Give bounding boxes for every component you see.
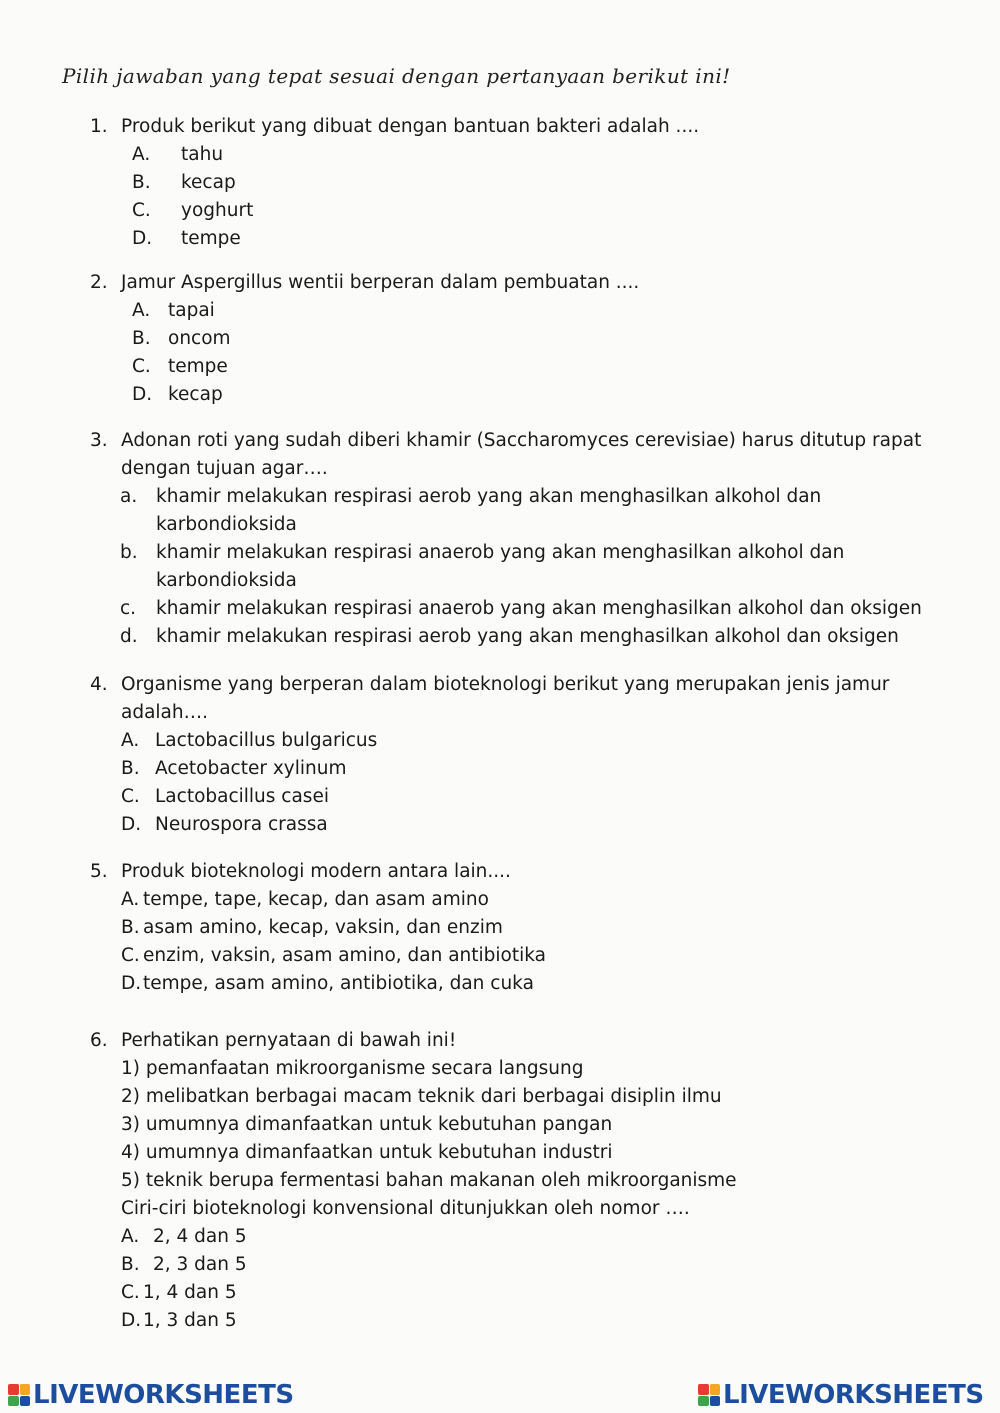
statement-3: 3) umumnya dimanfaatkan untuk kebutuhan pangan [121, 1114, 613, 1135]
question-number: 2. [90, 272, 108, 293]
option-text: Lactobacillus bulgaricus [155, 730, 378, 751]
option-text: 2, 4 dan 5 [153, 1226, 247, 1247]
answer-option-d[interactable] [90, 970, 950, 998]
option-text: asam amino, kecap, vaksin, dan enzim [143, 917, 503, 938]
answer-option-c[interactable] [90, 1279, 950, 1307]
stem-line: adalah…. [121, 702, 208, 723]
stem-line: Perhatikan pernyataan di bawah ini! [121, 1030, 457, 1051]
option-text: kecap [168, 384, 223, 405]
instruction-text: Pilih jawaban yang tepat sesuai dengan pertanyaan berikut ini! [62, 64, 731, 88]
answer-option-b[interactable] [90, 914, 950, 942]
statement-2: 2) melibatkan berbagai macam teknik dari berbagai disiplin ilmu [121, 1086, 722, 1107]
option-label: c. [120, 598, 137, 619]
option-label: C. [121, 786, 140, 807]
statement-5: 5) teknik berupa fermentasi bahan makanan oleh mikroorganisme [121, 1170, 737, 1191]
option-text: Neurospora crassa [155, 814, 328, 835]
answer-option-c[interactable] [90, 353, 950, 381]
option-text-line: khamir melakukan respirasi anaerob yang akan menghasilkan alkohol dan oksigen [156, 598, 922, 619]
question-6 [90, 1027, 950, 1335]
question-stem [90, 1027, 950, 1055]
option-label: A. [132, 300, 151, 321]
option-label: C. [121, 1282, 140, 1303]
option-text: tempe [168, 356, 228, 377]
option-label: d. [120, 626, 138, 647]
option-label: B. [121, 758, 140, 779]
option-text: 1, 3 dan 5 [143, 1310, 237, 1331]
stem-line: Jamur Aspergillus wentii berperan dalam pembuatan .... [121, 272, 640, 293]
option-label: D. [121, 1310, 142, 1331]
question-stem [90, 269, 950, 297]
question-prompt: Ciri-ciri bioteknologi konvensional ditunjukkan oleh nomor …. [121, 1198, 690, 1219]
logo-square [8, 1384, 19, 1395]
option-text: Lactobacillus casei [155, 786, 329, 807]
liveworksheets-logo-right [698, 1380, 984, 1410]
option-label: D. [121, 814, 142, 835]
option-label: A. [132, 144, 151, 165]
option-label: B. [121, 917, 140, 938]
answer-option-a[interactable] [90, 141, 950, 169]
option-text-line: khamir melakukan respirasi aerob yang akan menghasilkan alkohol dan [156, 486, 822, 507]
answer-option-a[interactable] [90, 297, 950, 325]
option-text-line: karbondioksida [156, 514, 297, 535]
answer-option-a[interactable] [90, 1223, 950, 1251]
stem-line: dengan tujuan agar…. [121, 458, 328, 479]
logo-square [20, 1396, 31, 1407]
logo-square [698, 1384, 709, 1395]
question-1 [90, 113, 950, 253]
option-label: D. [121, 973, 142, 994]
question-stem [90, 113, 950, 141]
answer-option-d[interactable] [90, 811, 950, 839]
answer-option-a[interactable] [90, 886, 950, 914]
option-text: 1, 4 dan 5 [143, 1282, 237, 1303]
statement-4: 4) umumnya dimanfaatkan untuk kebutuhan industri [121, 1142, 613, 1163]
stem-line: Produk bioteknologi modern antara lain.... [121, 861, 511, 882]
answer-option-b[interactable] [90, 539, 950, 595]
answer-option-d[interactable] [90, 1307, 950, 1335]
option-text: tempe, asam amino, antibiotika, dan cuka [143, 973, 534, 994]
option-text: 2, 3 dan 5 [153, 1254, 247, 1275]
option-label: B. [121, 1254, 140, 1275]
option-text: tapai [168, 300, 215, 321]
option-text-line: khamir melakukan respirasi aerob yang akan menghasilkan alkohol dan oksigen [156, 626, 899, 647]
logo-square [698, 1396, 709, 1407]
question-2 [90, 269, 950, 409]
option-label: A. [121, 1226, 140, 1247]
answer-option-c[interactable] [90, 595, 950, 623]
question-stem [90, 671, 950, 727]
option-label: B. [132, 328, 151, 349]
answer-option-a[interactable] [90, 483, 950, 539]
answer-option-d[interactable] [90, 623, 950, 651]
option-text: enzim, vaksin, asam amino, dan antibiotika [143, 945, 546, 966]
question-stem [90, 858, 950, 886]
option-label: A. [121, 730, 140, 751]
option-label: b. [120, 542, 138, 563]
logo-square [710, 1396, 721, 1407]
logo-square [710, 1384, 721, 1395]
answer-option-b[interactable] [90, 169, 950, 197]
option-text: tahu [181, 144, 224, 165]
answer-option-c[interactable] [90, 197, 950, 225]
logo-square [8, 1396, 19, 1407]
answer-option-b[interactable] [90, 755, 950, 783]
option-text: tempe [181, 228, 241, 249]
answer-option-b[interactable] [90, 1251, 950, 1279]
question-4 [90, 671, 950, 839]
stem-line: Organisme yang berperan dalam bioteknologi berikut yang merupakan jenis jamur [121, 674, 890, 695]
answer-option-d[interactable] [90, 381, 950, 409]
logo-square [20, 1384, 31, 1395]
option-text-line: khamir melakukan respirasi anaerob yang akan menghasilkan alkohol dan [156, 542, 845, 563]
question-number: 6. [90, 1030, 108, 1051]
option-label: C. [132, 200, 151, 221]
liveworksheets-logo-left [8, 1380, 294, 1410]
question-number: 5. [90, 861, 108, 882]
option-text: kecap [181, 172, 236, 193]
option-text: yoghurt [181, 200, 254, 221]
option-label: D. [132, 228, 153, 249]
question-3 [90, 427, 950, 651]
answer-option-d[interactable] [90, 225, 950, 253]
answer-option-b[interactable] [90, 325, 950, 353]
option-label: C. [132, 356, 151, 377]
option-text: tempe, tape, kecap, dan asam amino [143, 889, 489, 910]
liveworksheets-logo-icon [698, 1384, 720, 1406]
brand-text: LIVEWORKSHEETS [723, 1380, 984, 1410]
option-label: D. [132, 384, 153, 405]
question-number: 1. [90, 116, 108, 137]
option-label: C. [121, 945, 140, 966]
option-text: oncom [168, 328, 231, 349]
option-text: Acetobacter xylinum [155, 758, 347, 779]
stem-line: Produk berikut yang dibuat dengan bantuan bakteri adalah .... [121, 116, 700, 137]
answer-option-c[interactable] [90, 942, 950, 970]
answer-option-a[interactable] [90, 727, 950, 755]
liveworksheets-logo-icon [8, 1384, 30, 1406]
option-label: B. [132, 172, 151, 193]
option-label: a. [120, 486, 138, 507]
question-number: 3. [90, 430, 108, 451]
brand-text: LIVEWORKSHEETS [33, 1380, 294, 1410]
question-stem [90, 427, 950, 483]
option-text-line: karbondioksida [156, 570, 297, 591]
stem-line: Adonan roti yang sudah diberi khamir (Saccharomyces cerevisiae) harus ditutup rapat [121, 430, 922, 451]
option-label: A. [121, 889, 140, 910]
question-5 [90, 858, 950, 998]
question-number: 4. [90, 674, 108, 695]
answer-option-c[interactable] [90, 783, 950, 811]
statement-1: 1) pemanfaatan mikroorganisme secara langsung [121, 1058, 584, 1079]
